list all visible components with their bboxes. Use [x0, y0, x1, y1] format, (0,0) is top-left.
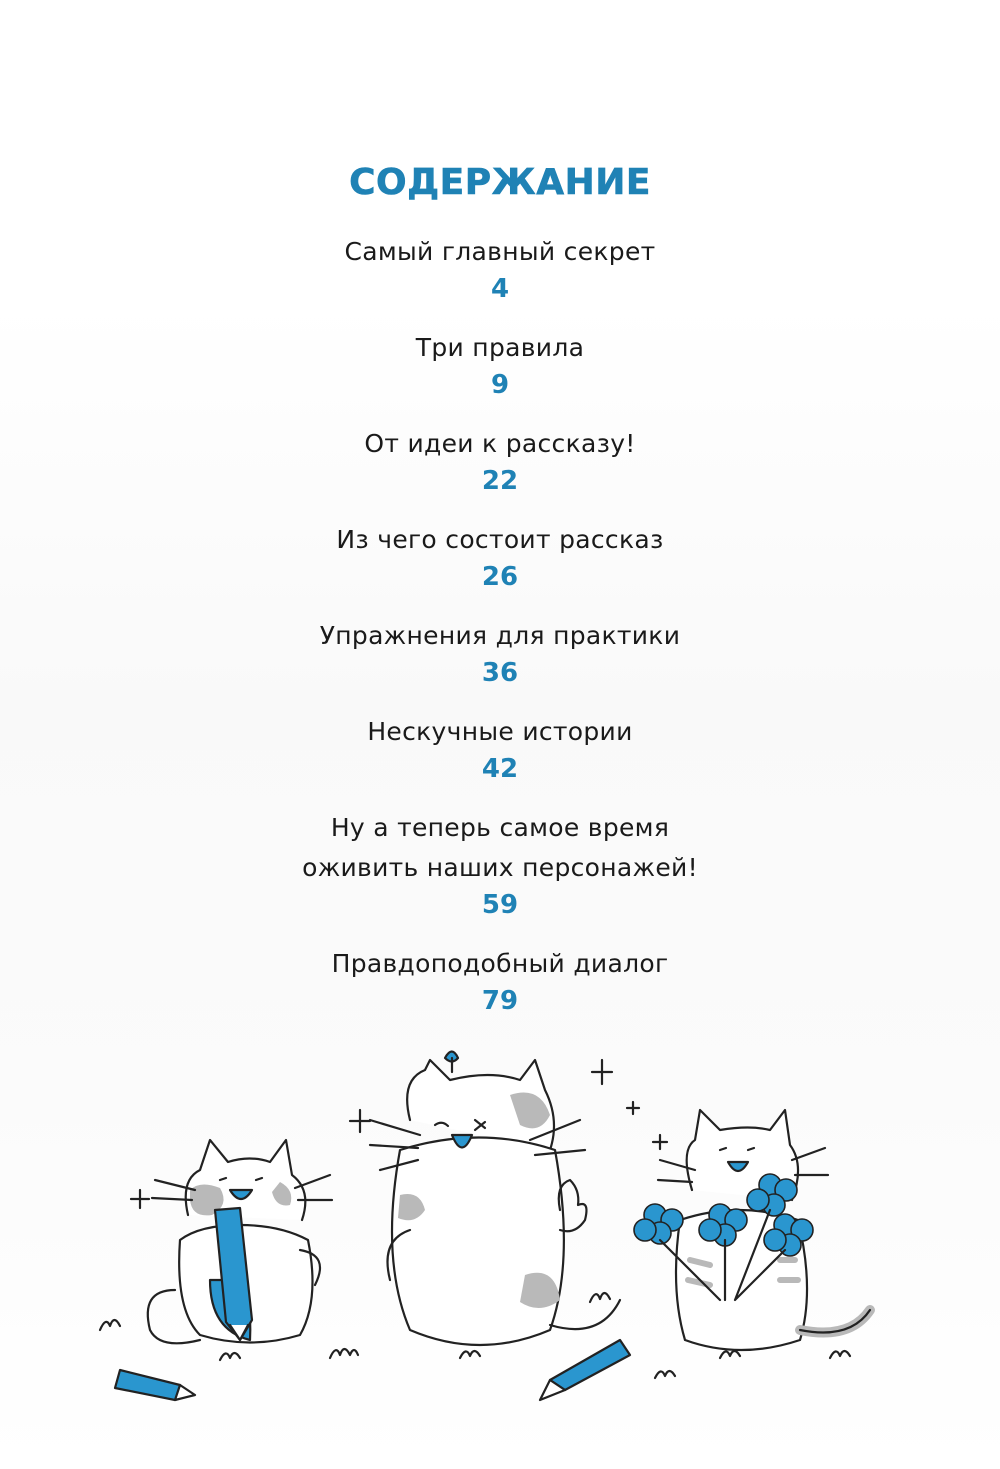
toc-entry-title: Из чего состоит рассказ — [336, 525, 664, 554]
page-title: СОДЕРЖАНИЕ — [349, 162, 651, 204]
toc-entry-page: 59 — [481, 890, 519, 920]
toc-entry-title: От идеи к рассказу! — [364, 429, 636, 458]
toc-entry-page: 22 — [481, 466, 519, 496]
toc-entry[interactable] — [0, 616, 1000, 690]
toc-entry[interactable] — [0, 424, 1000, 498]
toc-entry-title: Нескучные истории — [367, 717, 633, 746]
toc-entry-title: Правдоподобный диалог — [331, 949, 669, 978]
cats-illustration — [80, 1040, 920, 1420]
toc-entry-page: 42 — [481, 754, 519, 784]
toc-entry[interactable] — [0, 520, 1000, 594]
toc-entry[interactable] — [0, 328, 1000, 402]
toc-entry[interactable] — [0, 712, 1000, 786]
toc-entry[interactable] — [0, 232, 1000, 306]
toc-entry-page: 36 — [481, 658, 519, 688]
pencil-icon — [115, 1370, 195, 1400]
cat-with-pencil-icon — [148, 1140, 332, 1343]
toc-entry-page: 26 — [481, 562, 519, 592]
cat-with-flowers-icon — [634, 1110, 870, 1350]
toc-entry-page: 79 — [481, 986, 519, 1016]
toc-entry-page: 9 — [490, 370, 510, 400]
toc-entry[interactable] — [0, 944, 1000, 1018]
toc-entry-page: 4 — [490, 274, 510, 304]
toc-entry-title: Три правила — [415, 333, 585, 362]
toc-entry-title: Упражнения для практики — [319, 621, 681, 650]
waving-cat-icon — [370, 1052, 620, 1346]
table-of-contents — [0, 232, 1000, 1040]
pencil-icon — [540, 1340, 630, 1400]
toc-entry-title: Ну а теперь самое время оживить наших персонажей! — [302, 813, 698, 882]
toc-entry-title: Самый главный секрет — [344, 237, 656, 266]
toc-entry[interactable] — [0, 808, 1000, 922]
